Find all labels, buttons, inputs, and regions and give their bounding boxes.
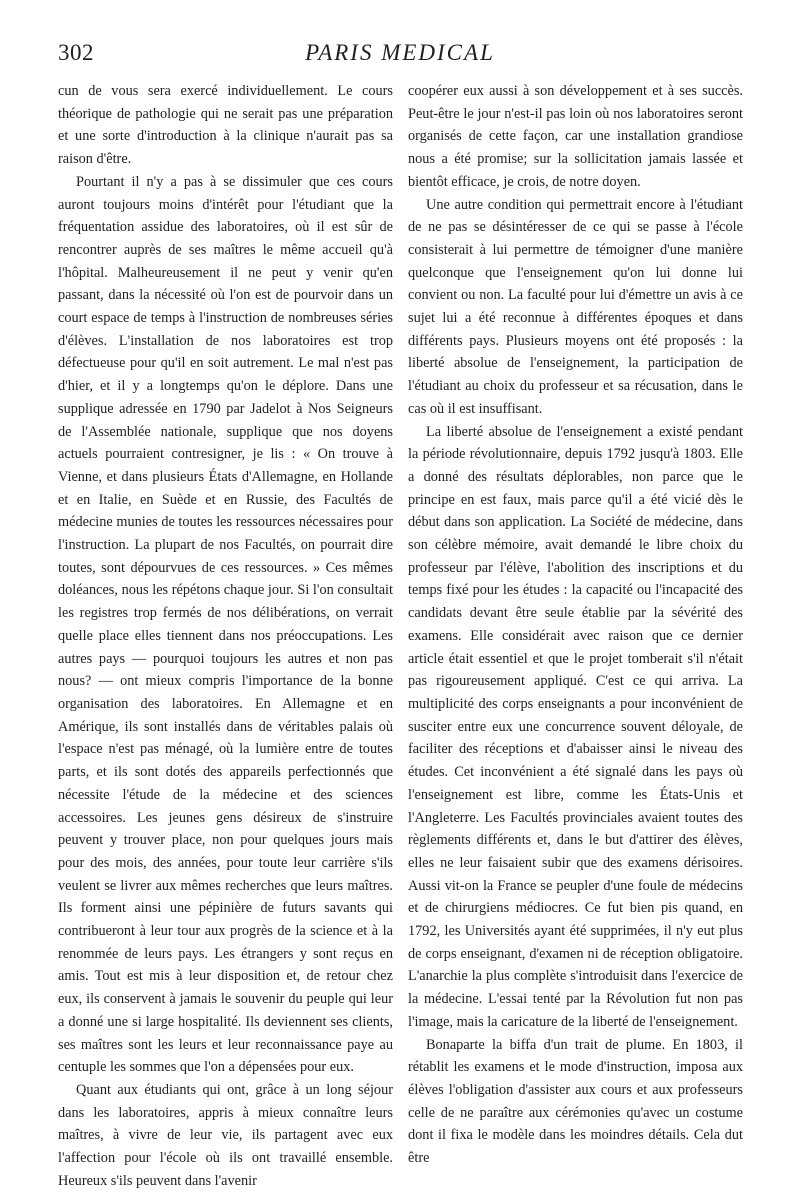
paragraph: coopérer eux aussi à son développement et à ses succès. Peut-être le jour n'est-il pas loin où nos laboratoires seront organisés de cette façon, car une installation grandiose nous a été promise; sur la sollicitation jamais lassée et bientôt efficace, je crois, de notre doyen.	[408, 83, 743, 190]
running-title: PARIS MEDICAL	[305, 40, 495, 65]
page-number: 302	[58, 40, 94, 65]
right-column	[408, 80, 743, 1170]
left-column	[58, 80, 393, 1192]
paragraph: Bonaparte la biffa d'un trait de plume. En 1803, il rétablit les examens et le mode d'instruction, imposa aux élèves l'obligation d'assister aux cours et aux professeurs celle de ne paraître aux cérémonies qu'avec un costume dont il fixa le modèle dans les moindres détails. Cela dut être	[408, 1036, 743, 1167]
paragraph: Quant aux étudiants qui ont, grâce à un long séjour dans les laboratoires, appris à mieux connaître leurs maîtres, à vivre de leur vie, ils partagent avec eux l'affection pour l'école où ils ont travaillé ensemble. Heureux s'ils peuvent dans l'avenir	[58, 1081, 393, 1189]
paragraph: cun de vous sera exercé individuellement. Le cours théorique de pathologie qui ne serait pas une préparation et une sorte d'introduction à la clinique n'aurait pas sa raison d'être.	[58, 83, 393, 168]
paragraph: La liberté absolue de l'enseignement a existé pendant la période révolutionnaire, depuis 1792 jusqu'à 1803. Elle a donné des résultats déplorables, non parce que le principe en est faux, mais parce qu'il a été vicié dès le début dans son application. La Société de médecine, dans son célèbre mémoire, avait demandé le libre choix du professeur par l'élève, l'abolition des inscriptions et du temps fixé pour les études : la capacité ou l'incapacité des candidats devant être seule établie par la sévérité des examens. Elle considérait avec raison que ce dernier article était essentiel et que le projet tomberait s'il n'était pas rigoureusement appliqué. C'est ce qui arriva. La multiplicité des corps enseignants a pour inconvénient de susciter entre eux une concurrence souvent déloyale, de faciliter des réceptions et d'abaisser ainsi le niveau des études. Cet inconvénient a été signalé dans les pays où l'enseignement est libre, comme les États-Unis et l'Angleterre. Les Facultés provinciales avaient toutes des règlements différents et, dans le but d'attirer des élèves, elles ne leur faisaient subir que des examens dérisoires. Aussi vit-on la France se peupler d'une foule de médecins et de chirurgiens médiocres. Ce fut bien pis quand, en 1792, les Universités ayant été supprimées, il n'y eut plus de corps enseignant, d'examen ni de réception obligatoire. L'anarchie la plus complète s'introduisit dans l'exercice de la médecine. L'essai tenté par la Révolution fut non pas l'image, mais la caricature de la liberté de l'enseignement.	[408, 423, 743, 1030]
paragraph: Pourtant il n'y a pas à se dissimuler que ces cours auront toujours moins d'intérêt pour l'étudiant que la fréquentation assidue des laboratoires, où il est sûr de rencontrer auprès de ses maîtres le même accueil qu'à l'hôpital. Malheureusement il ne peut y venir qu'en passant, dans la nécessité où l'on est de pourvoir dans un court espace de temps à l'instruction de nombreuses séries d'élèves. L'installation de nos laboratoires est trop défectueuse pour qu'il en soit autrement. Le mal n'est pas d'hier, et il y a longtemps qu'on le déplore. Dans une supplique adressée en 1790 par Jadelot à Nos Seigneurs de l'Assemblée nationale, supplique que nos doyens actuels pourraient contresigner, je lis : « On trouve à Vienne, et dans plusieurs États d'Allemagne, en Hollande et en Italie, en Suède et en Russie, des Facultés de médecine munies de toutes les ressources nécessaires pour l'instruction. La plupart de nos Facultés, on pourrait dire toutes, sont dépourvues de ces ressources. » Ces mêmes doléances, nous les répétons chaque jour. Si l'on consultait les registres trop fermés de nos délibérations, on verrait quelle place elles tiennent dans nos préoccupations. Les autres pays — pourquoi toujours les autres et non pas nous? — ont mieux compris l'importance de la bonne organisation des laboratoires. En Allemagne et en Amérique, ils sont installés dans de véritables palais où l'espace n'est pas ménagé, où la lumière entre de toutes parts, et ils sont dotés des appareils perfectionnés que nécessite l'étude de la médecine et des sciences accessoires. Les jeunes gens désireux de s'instruire peuvent y trouver place, non pour quelques jours mais pour des mois, des années, pour toute leur carrière s'ils veulent se livrer aux mêmes recherches que leurs maîtres. Ils forment ainsi une pépinière de futurs savants qui contribueront à leur tour aux progrès de la science et à la renommée de leurs pays. Les étrangers y sont reçus en amis. Tout est mis à leur disposition et, de retour chez eux, ils conservent à jamais le souvenir du peuple qui leur a donné une si large hospitalité. Ils deviennent ses clients, ses maîtres sont les leurs et leur reconnaissance paye au centuple les sommes que l'on a dépensées pour eux.	[58, 173, 393, 1076]
paragraph: Une autre condition qui permettrait encore à l'étudiant de ne pas se désintéresser de ce qui se passe à l'école consisterait à lui permettre de témoigner d'une manière quelconque que l'enseignement qu'on lui donne lui convient ou non. La faculté pour lui d'émettre un avis à ce sujet lui a été reconnue à différentes époques et dans différents pays. Plusieurs moyens ont été proposés : la liberté absolue de l'enseignement, la participation de l'étudiant au choix du professeur et sa récusation, dans le cas où il est insuffisant.	[408, 196, 743, 417]
